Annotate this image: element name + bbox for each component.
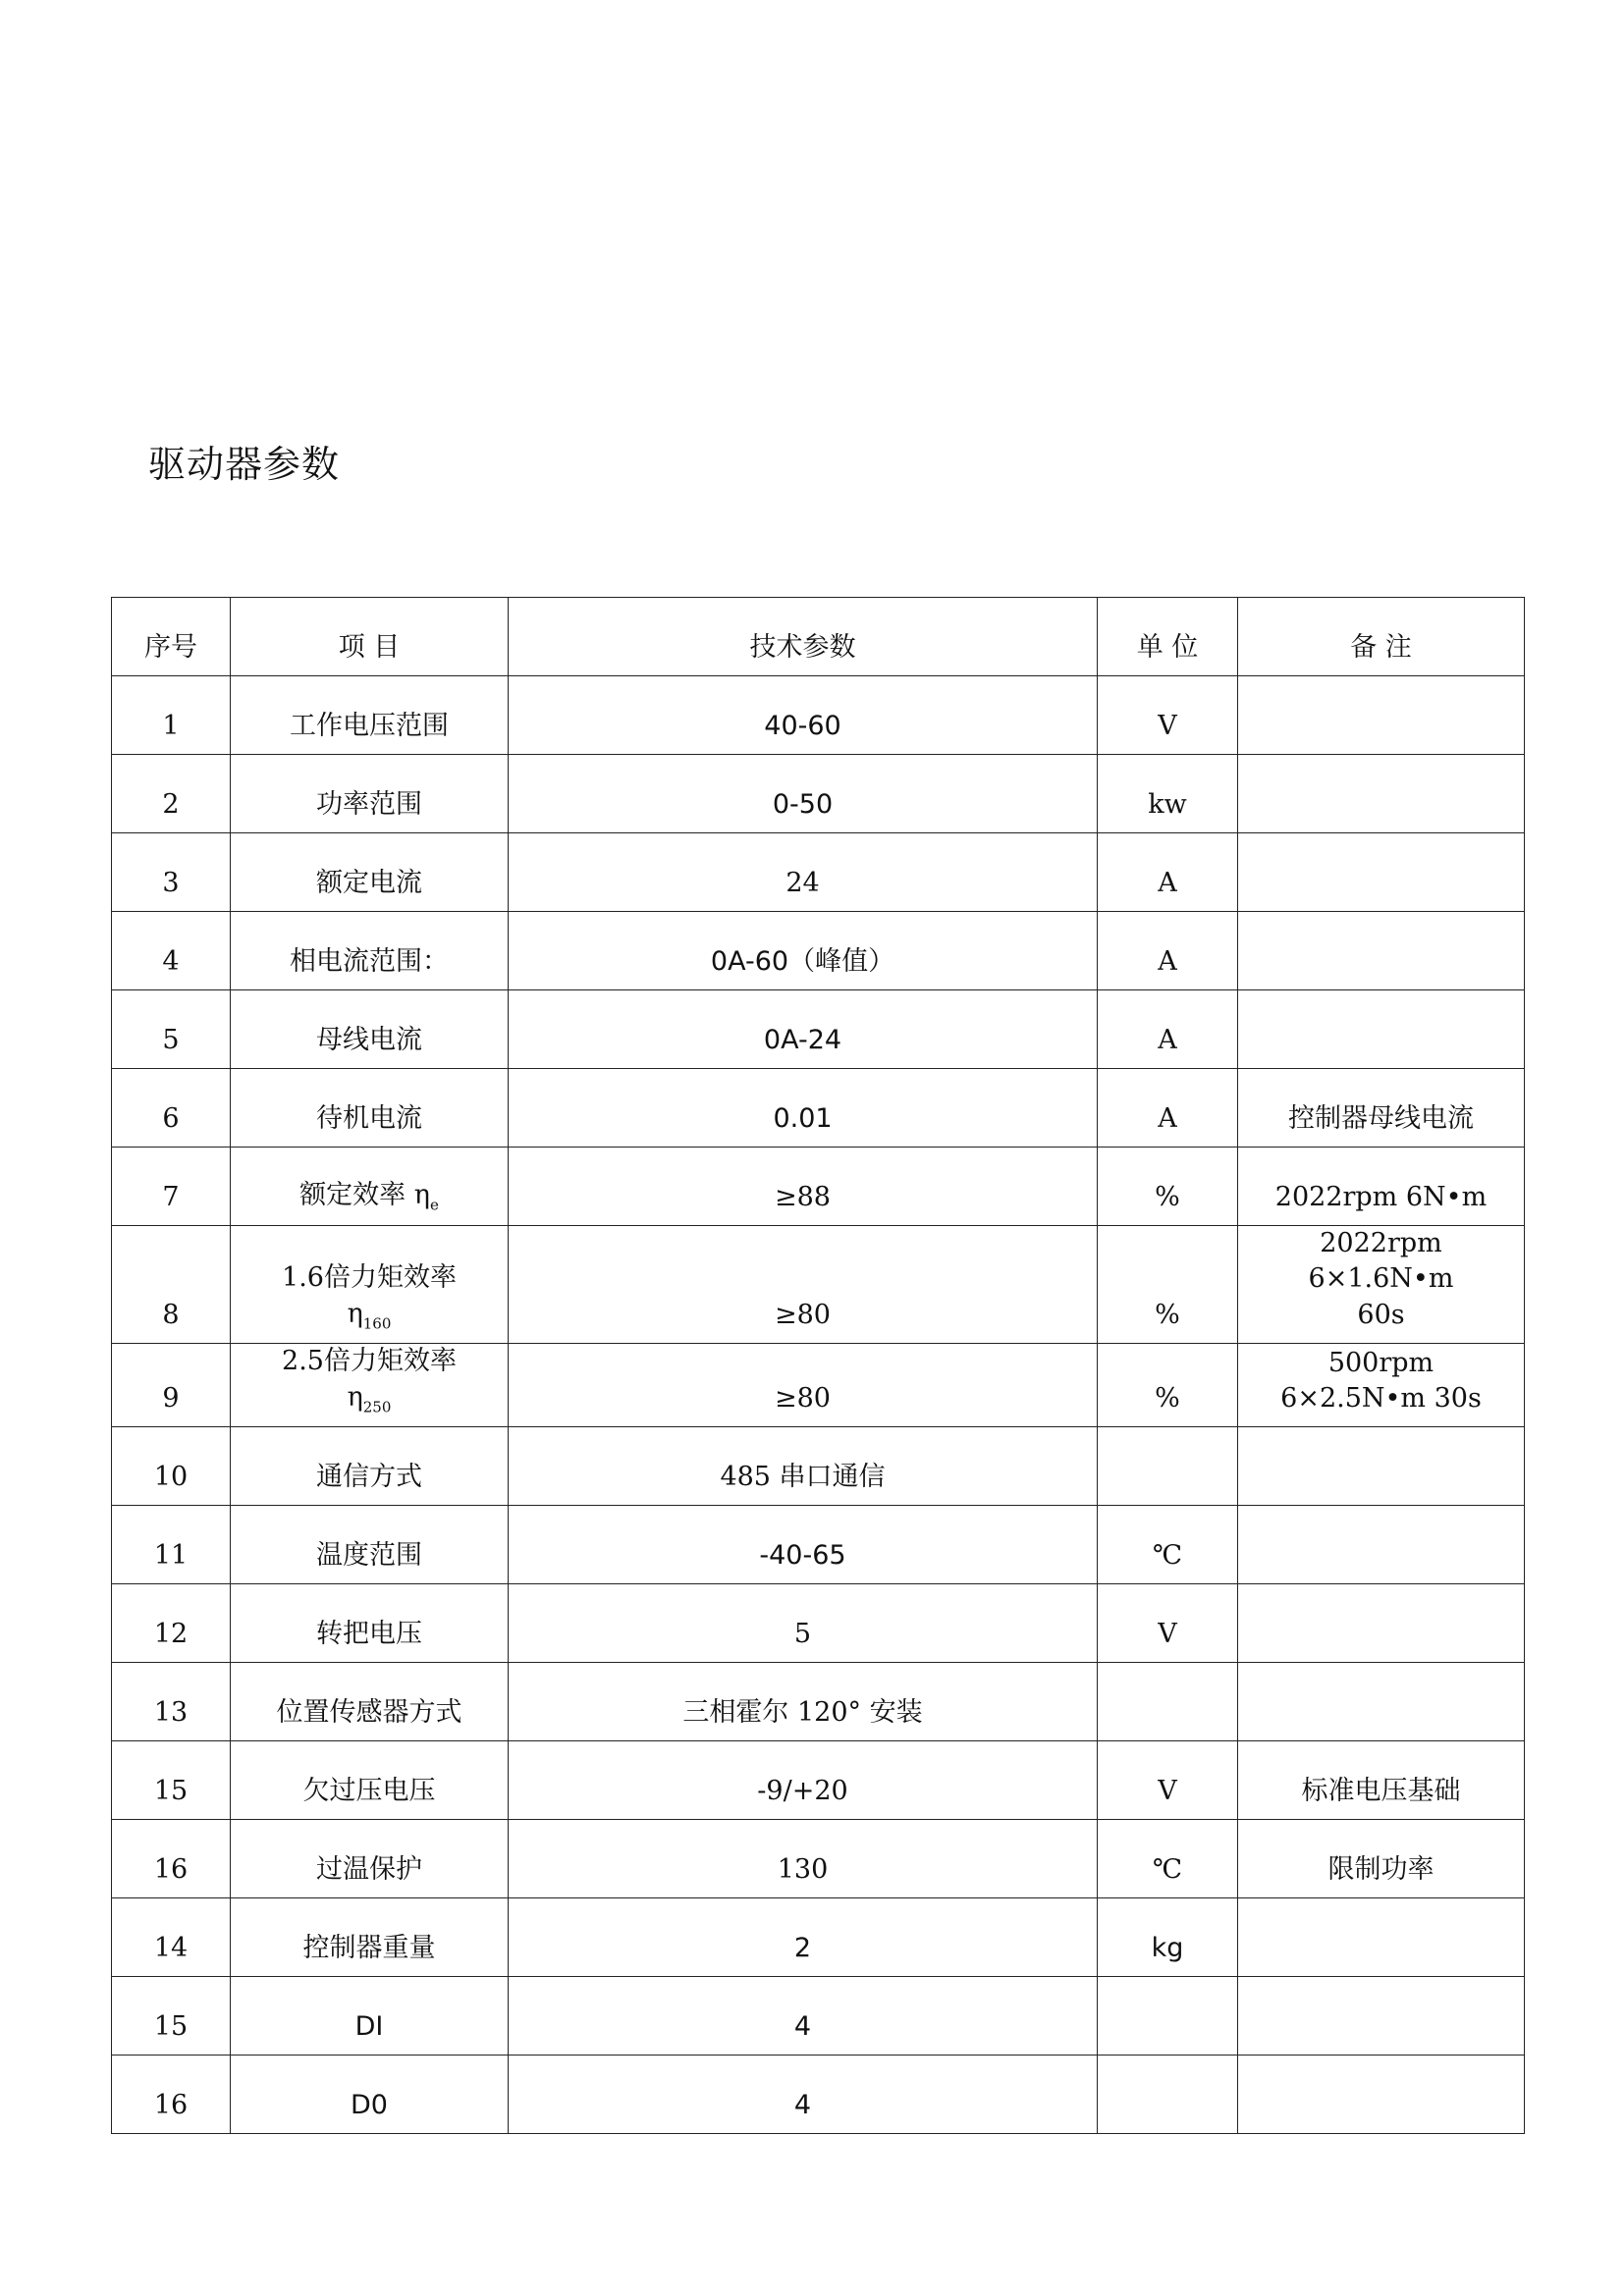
row-note [1238,676,1525,755]
row-note [1238,2056,1525,2134]
row-unit: kw [1098,755,1238,833]
row-note-line: 500rpm [1327,1347,1435,1378]
row-item [231,1344,509,1427]
row-item: 转把电压 [231,1584,509,1663]
row-note-line: 60s [1357,1299,1405,1330]
row-note [1238,912,1525,990]
table-row [112,1663,1525,1741]
header-no: 序号 [112,598,231,676]
row-param: 0-50 [509,755,1098,833]
row-unit [1098,2056,1238,2134]
row-unit: V [1098,1584,1238,1663]
row-item [231,1148,509,1226]
row-no: 3 [112,833,231,912]
header-note: 备 注 [1238,598,1525,676]
row-param: ≥88 [509,1148,1098,1226]
row-note-line: 2022rpm [1320,1228,1442,1258]
row-param: 0.01 [509,1069,1098,1148]
row-note: 2022rpm 6N•m [1238,1148,1525,1226]
row-unit: A [1098,912,1238,990]
row-param: 三相霍尔 120° 安装 [509,1663,1098,1741]
table-row [112,1069,1525,1148]
row-item [231,1226,509,1344]
table-row [112,755,1525,833]
row-param: 40-60 [509,676,1098,755]
row-item: 相电流范围： [231,912,509,990]
row-item: 母线电流 [231,990,509,1069]
row-no: 14 [112,1898,231,1977]
row-item-subscript: e [429,1196,439,1214]
row-item: 位置传感器方式 [231,1663,509,1741]
row-note: 限制功率 [1238,1820,1525,1898]
row-note [1238,755,1525,833]
row-item: DI [231,1977,509,2056]
header-item: 项 目 [231,598,509,676]
row-no: 6 [112,1069,231,1148]
row-item-eta [237,1297,502,1334]
row-param: 2 [509,1898,1098,1977]
row-item-text: 额定效率 η [299,1180,430,1211]
row-item: 温度范围 [231,1506,509,1584]
row-item-text: 2.5倍力矩效率 [282,1346,457,1377]
row-param: 24 [509,833,1098,912]
table-header-row [112,598,1525,676]
row-note [1238,1506,1525,1584]
table-row [112,1820,1525,1898]
table-row [112,2056,1525,2134]
row-note [1238,833,1525,912]
row-no: 11 [112,1506,231,1584]
row-no: 1 [112,676,231,755]
parameter-table [111,597,1525,2134]
row-no: 15 [112,1741,231,1820]
row-unit: % [1098,1226,1238,1344]
row-note: 标准电压基础 [1238,1741,1525,1820]
row-note [1238,1977,1525,2056]
row-no: 16 [112,1820,231,1898]
row-unit [1098,1663,1238,1741]
table-row [112,833,1525,912]
row-no: 15 [112,1977,231,2056]
table-row [112,676,1525,755]
row-item-text: 1.6倍力矩效率 [282,1262,457,1294]
row-no: 4 [112,912,231,990]
table-row [112,1898,1525,1977]
row-unit: A [1098,833,1238,912]
row-unit: A [1098,1069,1238,1148]
row-param: 485 串口通信 [509,1427,1098,1506]
row-item: 过温保护 [231,1820,509,1898]
row-unit: kg [1098,1898,1238,1977]
row-note [1238,1344,1525,1427]
row-item: 工作电压范围 [231,676,509,755]
row-no: 13 [112,1663,231,1741]
row-note [1238,1427,1525,1506]
table-row [112,1741,1525,1820]
row-unit: ℃ [1098,1820,1238,1898]
row-item-subscript: 160 [362,1314,392,1333]
row-item: 额定电流 [231,833,509,912]
row-note [1238,990,1525,1069]
row-param: ≥80 [509,1226,1098,1344]
row-unit [1098,1977,1238,2056]
row-param: ≥80 [509,1344,1098,1427]
table-row [112,912,1525,990]
row-unit: % [1098,1148,1238,1226]
row-no: 8 [112,1226,231,1344]
row-param: -40-65 [509,1506,1098,1584]
row-param: -9/+20 [509,1741,1098,1820]
row-item-subscript: 250 [362,1398,392,1416]
row-note [1238,1663,1525,1741]
row-param: 0A-60（峰值） [509,912,1098,990]
table-row [112,1506,1525,1584]
table-row [112,1344,1525,1427]
row-no: 5 [112,990,231,1069]
table-row [112,1584,1525,1663]
row-note [1238,1584,1525,1663]
row-unit: V [1098,676,1238,755]
row-item-eta [237,1380,502,1417]
row-item: 通信方式 [231,1427,509,1506]
table-row [112,1148,1525,1226]
header-unit: 单 位 [1098,598,1238,676]
table-row [112,1427,1525,1506]
row-item: 控制器重量 [231,1898,509,1977]
row-unit: A [1098,990,1238,1069]
header-param: 技术参数 [509,598,1098,676]
table-row [112,990,1525,1069]
row-item: 待机电流 [231,1069,509,1148]
row-note [1238,1898,1525,1977]
row-param: 4 [509,2056,1098,2134]
row-item-symbol: η [347,1381,363,1413]
row-unit: % [1098,1344,1238,1427]
row-note: 控制器母线电流 [1238,1069,1525,1148]
row-param: 5 [509,1584,1098,1663]
page-title: 驱动器参数 [148,443,341,486]
table-row [112,1977,1525,2056]
row-item: 欠过压电压 [231,1741,509,1820]
row-item: D0 [231,2056,509,2134]
row-no: 10 [112,1427,231,1506]
row-unit [1098,1427,1238,1506]
row-no: 9 [112,1344,231,1427]
row-param: 130 [509,1820,1098,1898]
row-note-line: 6×1.6N•m [1308,1263,1454,1295]
row-item-symbol: η [347,1298,363,1329]
row-no: 16 [112,2056,231,2134]
table-row [112,1226,1525,1344]
row-param: 4 [509,1977,1098,2056]
row-note-line: 6×2.5N•m 30s [1280,1382,1482,1414]
row-unit: V [1098,1741,1238,1820]
row-no: 12 [112,1584,231,1663]
row-item: 功率范围 [231,755,509,833]
row-param: 0A-24 [509,990,1098,1069]
row-unit: ℃ [1098,1506,1238,1584]
row-no: 2 [112,755,231,833]
row-no: 7 [112,1148,231,1226]
row-note [1238,1226,1525,1344]
